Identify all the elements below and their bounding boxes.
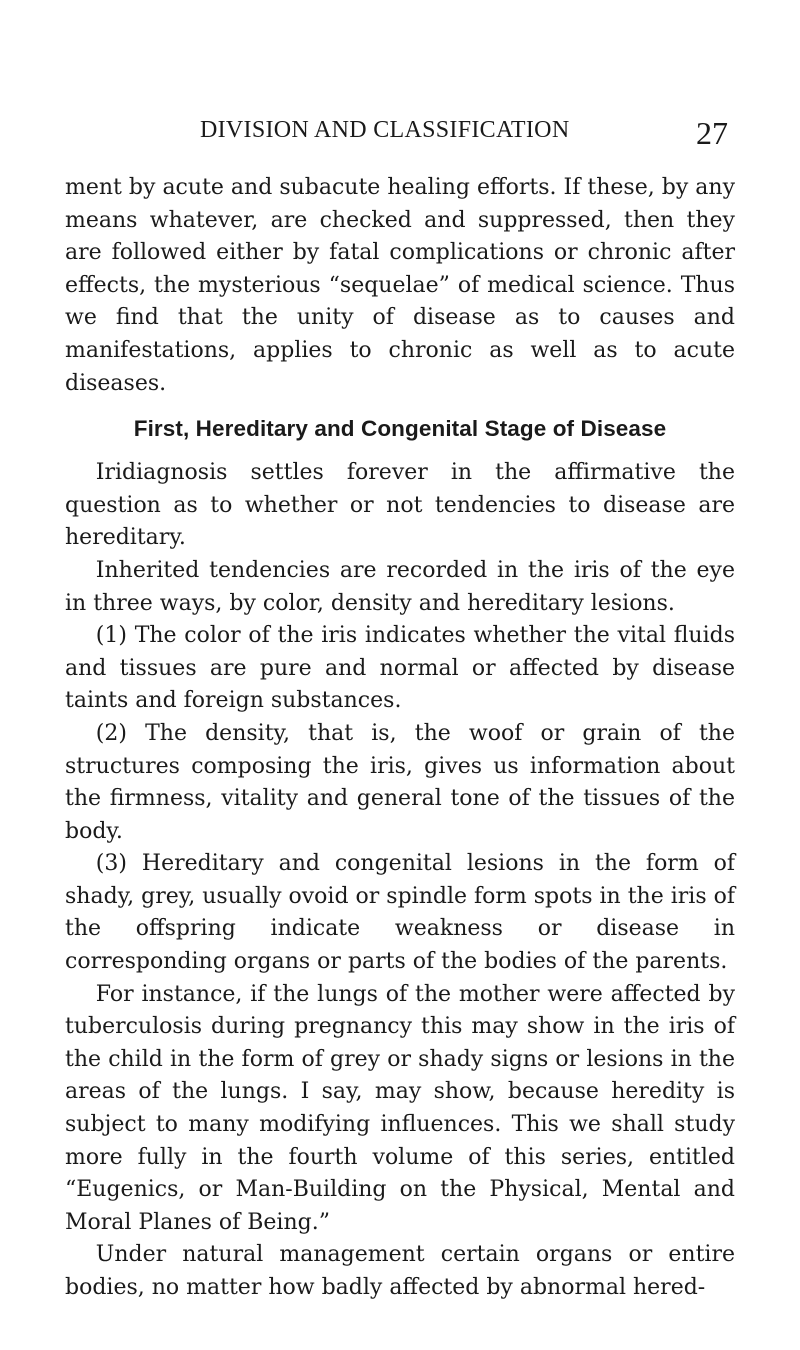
- paragraph-natural-management: Under natural management certain organs or entire bodies, no matter how badly affected by abnormal hered-: [65, 1242, 735, 1300]
- paragraph-density: (2) The density, that is, the woof or grain of the structures composing the iris, gives us information about the firmness, vitality and general tone of the tissues of the body.: [65, 720, 735, 844]
- paragraph-inherited-tendencies: Inherited tendencies are recorded in the iris of the eye in three ways, by color, density and hereditary lesions.: [65, 557, 735, 616]
- paragraph-iridiagnosis: Iridiagnosis settles forever in the affirmative the question as to whether or not tendencies to disease are hereditary.: [65, 460, 735, 551]
- section-heading: First, Hereditary and Congenital Stage of Disease: [133, 416, 667, 442]
- paragraph-lesions: (3) Hereditary and congenital lesions in the form of shady, grey, usually ovoid or spindle form spots in the iris of the offspring indicate weakness or disease in corresponding organs or parts of the bodies of the parents.: [65, 851, 735, 975]
- paragraph-color: (1) The color of the iris indicates whether the vital fluids and tissues are pure and normal or affected by disease taints and foreign substances.: [65, 623, 735, 714]
- body-text: [65, 172, 735, 1305]
- paragraph-continuation: ment by acute and subacute healing efforts. If these, by any means whatever, are checked and suppressed, then they are followed either by fatal complications or chronic after effects, the mysterious “sequelae” of medical science. Thus we find that the unity of disease as to causes and manifestations, applies to chronic as well as to acute diseases.: [65, 175, 735, 396]
- page-number: 27: [696, 115, 728, 151]
- paragraph-instance: For instance, if the lungs of the mother were affected by tuberculosis during pregnancy this may show in the iris of the child in the form of grey or shady signs or lesions in the areas of the lungs. I say, may show, because heredity is subject to many modifying influences. This we shall study more fully in the fourth volume of this series, entitled “Eugenics, or Man-Building on the Physical, Mental and Moral Planes of Being.”: [65, 981, 735, 1235]
- running-head: DIVISION AND CLASSIFICATION: [200, 117, 570, 143]
